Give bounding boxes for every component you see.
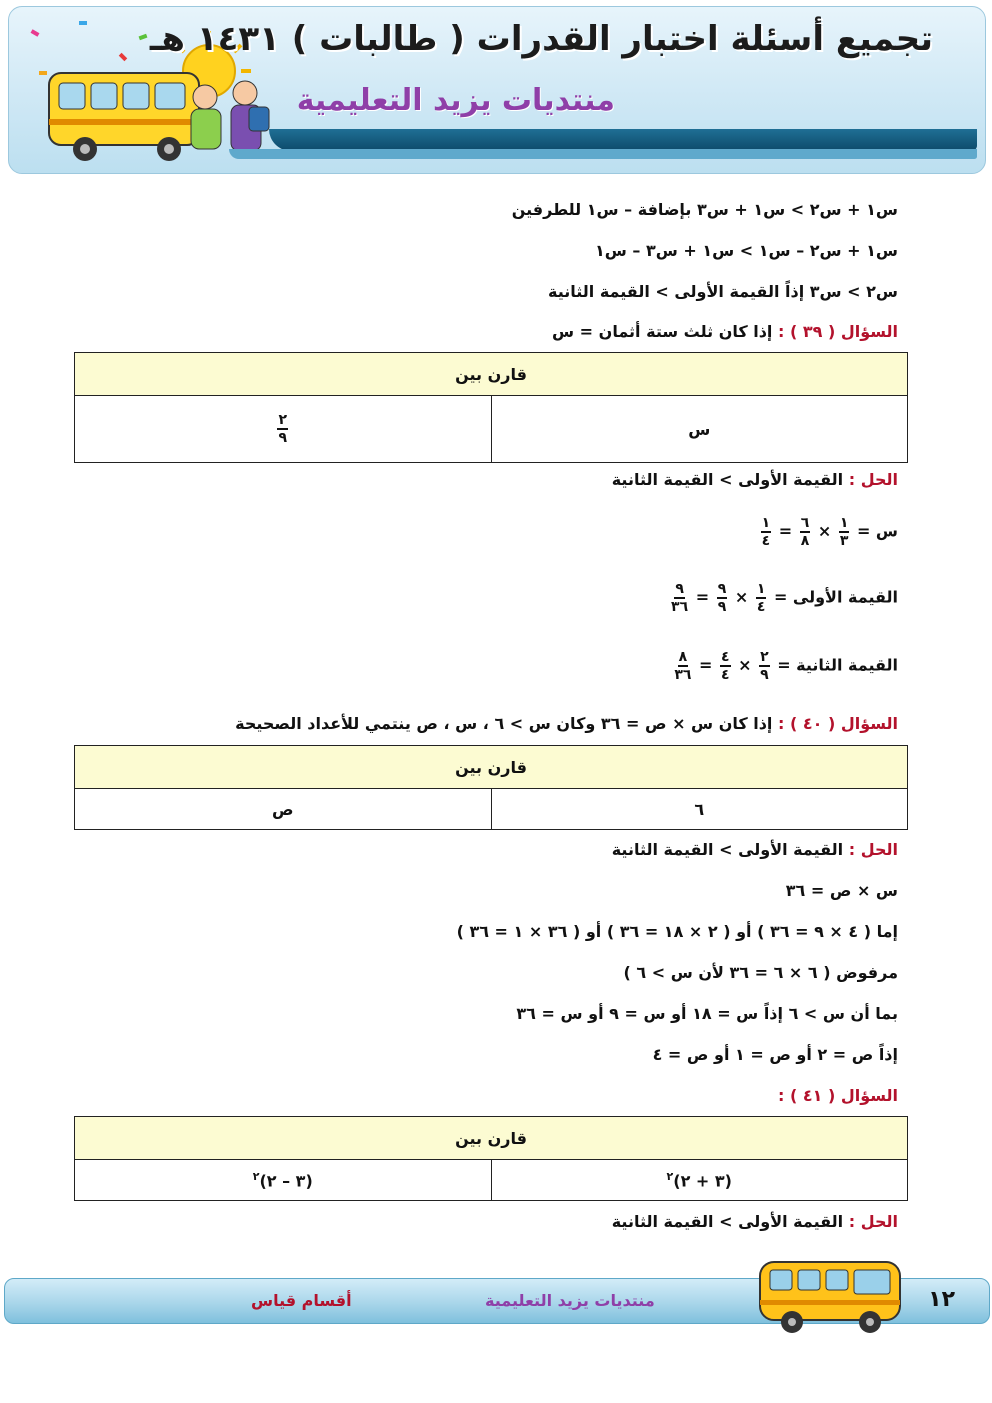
question-39-text: إذا كان ثلث ستة أثمان = س xyxy=(552,322,778,341)
solution-39 xyxy=(612,470,898,489)
school-bus-icon xyxy=(752,1250,912,1340)
solution-label: الحل : xyxy=(848,470,898,489)
second-quantity-cell: ص xyxy=(75,789,492,830)
page-title: تجميع أسئلة اختبار القدرات ( طالبات ) ١٤٣١ هـ xyxy=(149,19,933,59)
solution-text: القيمة الأولى > القيمة الثانية xyxy=(611,470,849,489)
derivation-line-2: س١ + س٢ – س١ > س١ + س٣ – س١ xyxy=(595,241,898,260)
solution-40 xyxy=(612,840,898,859)
solution-text: القيمة الأولى > القيمة الثانية xyxy=(611,1212,849,1231)
solution-39-step-3: القيمة الثانية = $\frac{٢}{٩}$ × $\frac{٤}{٤}$ = $\frac{٨}{٣٦}$ xyxy=(674,649,898,683)
kids-with-backpacks-icon xyxy=(191,81,269,151)
solution-41 xyxy=(612,1212,898,1231)
school-bus-icon xyxy=(49,73,199,161)
solution-40-step-5: إذاً ص = ٢ أو ص = ١ أو ص = ٤ xyxy=(652,1045,898,1064)
compare-header: قارن بين xyxy=(75,1117,908,1160)
question-40-label: السؤال ( ٤٠ ) : xyxy=(777,714,898,733)
footer-site-name: منتديات يزيد التعليمية xyxy=(485,1291,655,1310)
solution-label: الحل : xyxy=(848,840,898,859)
second-quantity-cell: (٣ – ٢)$^٢$ xyxy=(75,1160,492,1201)
compare-header: قارن بين xyxy=(75,746,908,789)
question-39-label: السؤال ( ٣٩ ) : xyxy=(777,322,898,341)
second-quantity-cell xyxy=(75,396,492,463)
derivation-line-1: س١ + س٢ > س١ + س٣ بإضافة – س١ للطرفين xyxy=(511,200,898,219)
first-quantity-cell: ٦ xyxy=(491,789,908,830)
header-subtitle: منتديات يزيد التعليمية xyxy=(296,83,615,118)
comparison-table-39 xyxy=(74,352,908,463)
page-header xyxy=(8,6,986,174)
solution-39-step-1: س = $\frac{١}{٣}$ × $\frac{٦}{٨}$ = $\frac{١}{٤}$ xyxy=(761,515,898,549)
comparison-table-41 xyxy=(74,1116,908,1201)
solution-40-step-1: س × ص = ٣٦ xyxy=(785,881,898,900)
question-39 xyxy=(552,322,898,341)
solution-label: الحل : xyxy=(848,1212,898,1231)
compare-header: قارن بين xyxy=(75,353,908,396)
solution-text: القيمة الأولى > القيمة الثانية xyxy=(611,840,849,859)
question-40-text: إذا كان س × ص = ٣٦ وكان س > ٦ ، س ، ص ينتمي للأعداد الصحيحة xyxy=(235,714,778,733)
question-41 xyxy=(778,1086,898,1105)
question-40 xyxy=(235,714,898,733)
footer-section-name: أقسام قياس xyxy=(251,1291,352,1310)
page-number: ١٢ xyxy=(928,1287,955,1312)
solution-39-step-2: القيمة الأولى = $\frac{١}{٤}$ × $\frac{٩}{٩}$ = $\frac{٩}{٣٦}$ xyxy=(671,581,898,615)
first-quantity-cell: س xyxy=(491,396,908,463)
solution-40-step-2: إما ( ٤ × ٩ = ٣٦ ) أو ( ٢ × ١٨ = ٣٦ ) أو ( ٣٦ × ١ = ٣٦ ) xyxy=(456,922,898,941)
confetti-decoration xyxy=(31,21,148,75)
solution-40-step-4: بما أن س > ٦ إذاً س = ١٨ أو س = ٩ أو س = ٣٦ xyxy=(516,1004,898,1023)
header-band xyxy=(269,129,977,151)
solution-40-step-3: مرفوض ( ٦ × ٦ = ٣٦ لأن س > ٦ ) xyxy=(623,963,898,982)
fraction: $\frac{٢}{٩}$ xyxy=(278,412,288,446)
derivation-line-3: س٢ > س٣ إذاً القيمة الأولى > القيمة الثانية xyxy=(548,282,898,301)
header-band-accent xyxy=(229,149,977,159)
question-41-label: السؤال ( ٤١ ) : xyxy=(777,1086,898,1105)
comparison-table-40 xyxy=(74,745,908,830)
first-quantity-cell: (٣ + ٢)$^٢$ xyxy=(491,1160,908,1201)
